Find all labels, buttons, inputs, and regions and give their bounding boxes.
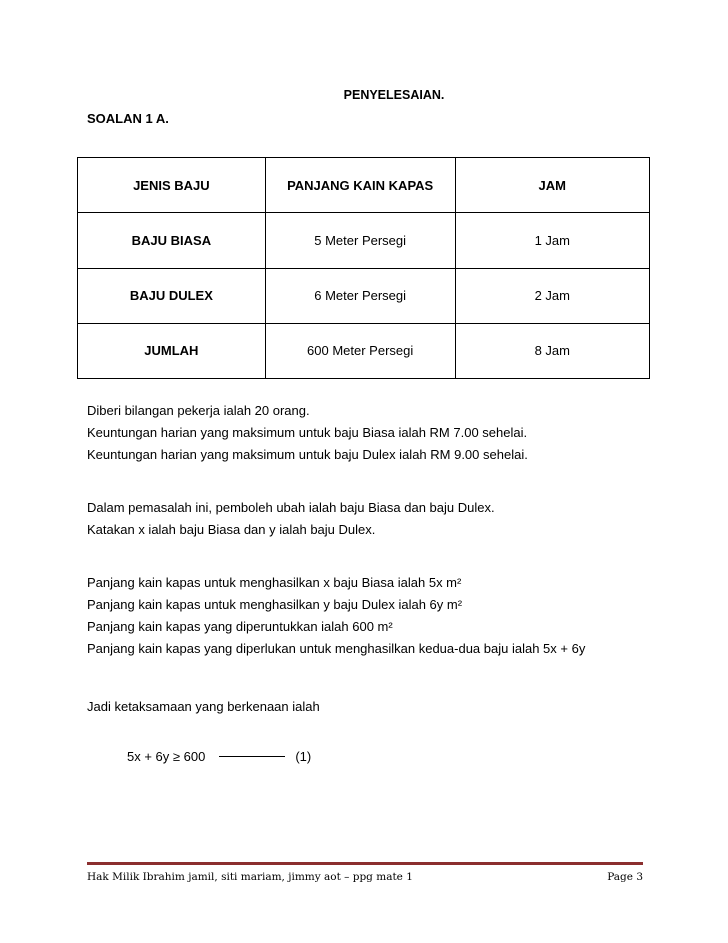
paragraph-fabric [87,572,585,660]
table-row [78,213,650,268]
inequality [127,749,311,764]
table-row [78,323,650,378]
table-header-row [78,158,650,213]
inequality-expression: 5x + 6y ≥ 600 [127,749,206,764]
text-line: Katakan x ialah baju Biasa dan y ialah baju Dulex. [87,522,376,537]
paragraph-given [87,400,528,466]
table-cell: 600 Meter Persegi [265,323,455,378]
table-cell: JUMLAH [78,323,266,378]
table-cell: BAJU BIASA [78,213,266,268]
paragraph-conclusion: Jadi ketaksamaan yang berkenaan ialah [87,699,320,714]
equation-leader-line [219,756,285,757]
page-heading: PENYELESAIAN. [343,88,445,102]
text-line: Keuntungan harian yang maksimum untuk baju Dulex ialah RM 9.00 sehelai. [87,447,528,462]
text-line: Diberi bilangan pekerja ialah 20 orang. [87,403,310,418]
page-number: Page 3 [607,871,643,883]
table-row [78,268,650,323]
question-title: SOALAN 1 A. [87,111,169,126]
header-jenis-baju: JENIS BAJU [78,158,266,213]
text-line: Dalam pemasalah ini, pemboleh ubah ialah baju Biasa dan baju Dulex. [87,500,495,515]
header-panjang-kain: PANJANG KAIN KAPAS [265,158,455,213]
table-cell: 2 Jam [455,268,649,323]
text-line: Panjang kain kapas untuk menghasilkan y baju Dulex ialah 6y m² [87,597,463,612]
data-table [77,157,650,379]
footer-copyright: Hak Milik Ibrahim jamil, siti mariam, jimmy aot – ppg mate 1 [87,871,413,883]
header-jam: JAM [455,158,649,213]
text-line: Panjang kain kapas untuk menghasilkan x baju Biasa ialah 5x m² [87,575,462,590]
text-line: Panjang kain kapas yang diperlukan untuk menghasilkan kedua-dua baju ialah 5x + 6y [87,641,586,656]
text-line: Panjang kain kapas yang diperuntukkan ialah 600 m² [87,619,393,634]
table-cell: 1 Jam [455,213,649,268]
table-cell: 8 Jam [455,323,649,378]
paragraph-variables [87,497,495,541]
inequality-label: (1) [295,749,312,764]
table-cell: 5 Meter Persegi [265,213,455,268]
table-cell: BAJU DULEX [78,268,266,323]
table-cell: 6 Meter Persegi [265,268,455,323]
footer-divider [87,862,643,865]
text-line: Keuntungan harian yang maksimum untuk baju Biasa ialah RM 7.00 sehelai. [87,425,528,440]
